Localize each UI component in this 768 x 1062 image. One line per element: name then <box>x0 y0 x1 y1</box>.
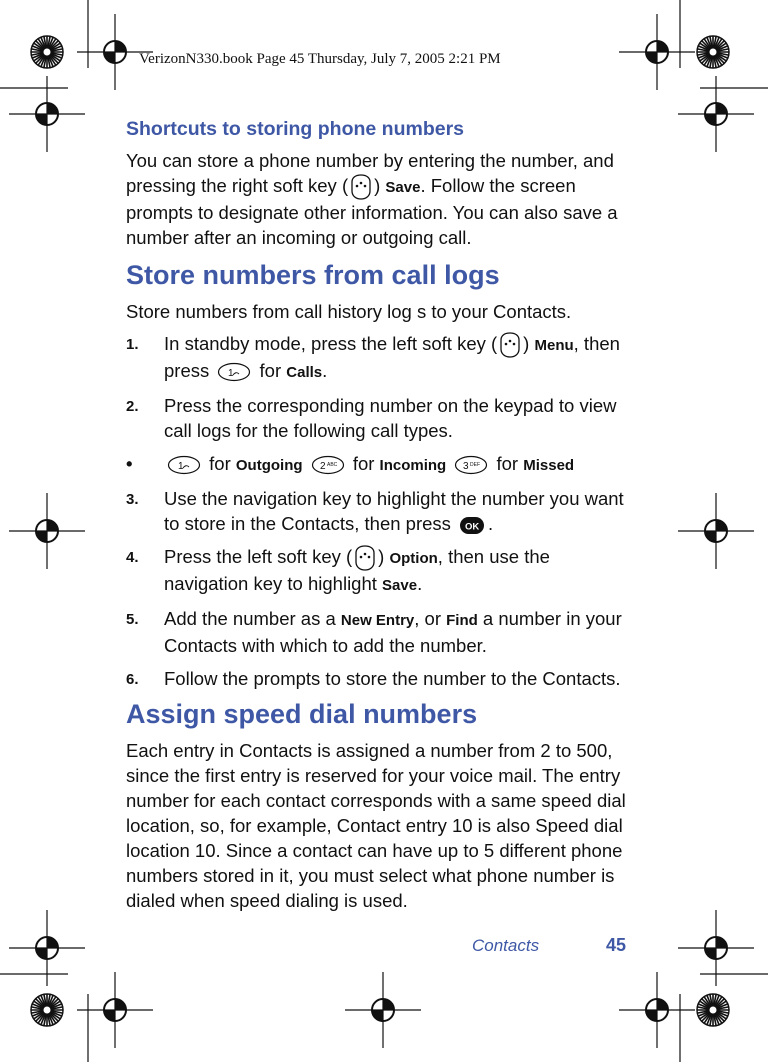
calls-label: Calls <box>286 364 323 382</box>
step-2: 2. Press the corresponding number on the keypad to view call logs for the following call types. <box>126 395 617 442</box>
call-types-bullet: • 1 for Outgoing 2 ABC for Incoming 3 DEF for Missed <box>126 453 575 475</box>
key-1-icon <box>167 455 201 475</box>
svg-text:ABC: ABC <box>326 462 337 469</box>
step-5: 5. Add the number as a New Entry, or Find a number in your Contacts with which to add the number. <box>126 608 622 657</box>
option-label: Option <box>389 550 438 568</box>
store-steps <box>126 331 632 443</box>
outgoing-label: Outgoing <box>235 457 303 475</box>
print-header-stamp: VerizonN330.book Page 45 Thursday, July 7, 2005 2:21 PM <box>139 51 501 67</box>
missed-label: Missed <box>523 457 575 475</box>
svg-text:1: 1 <box>228 368 234 380</box>
svg-text:OK: OK <box>465 521 480 533</box>
section-title-shortcuts: Shortcuts to storing phone numbers <box>126 118 465 140</box>
page-content <box>126 118 632 913</box>
left-soft-key-icon <box>355 545 375 571</box>
ok-key-icon <box>459 516 485 535</box>
new-entry-label: New Entry <box>340 612 415 630</box>
svg-text:DEF: DEF <box>470 462 481 469</box>
shortcuts-paragraph: You can store a phone number by entering the number, and pressing the right soft key ( ) Save. Follow the screen prompts to designate other information. You can also save a number after an incoming or outgoing call. <box>126 150 618 249</box>
step-3: 3. Use the navigation key to highlight the number you want to store in the Contacts, then press OK . <box>126 488 624 535</box>
svg-text:3: 3 <box>463 461 469 473</box>
svg-text:2: 2 <box>319 461 326 473</box>
speed-dial-paragraph: Each entry in Contacts is assigned a number from 2 to 500, since the first entry is reserved for your voice mail. The entry number for each contact corresponds with a same speed dial location, so, for example, Contact entry 10 is also Speed dial location 10. Since a contact can have up to 5 different phone numbers stored in it, you must select what phone number is dialed when speed dialing is used. <box>126 740 626 912</box>
key-2-icon <box>311 455 345 475</box>
step-6: 6. Follow the prompts to store the number to the Contacts. <box>126 668 621 690</box>
menu-label: Menu <box>534 337 574 355</box>
store-steps-continued <box>126 486 632 691</box>
incoming-label: Incoming <box>379 457 447 475</box>
page-number: 45 <box>606 935 627 955</box>
section-title-speed-dial: Assign speed dial numbers <box>126 699 478 730</box>
left-soft-key-icon <box>500 332 520 358</box>
find-label: Find <box>446 612 478 630</box>
step-4: 4. Press the left soft key ( ) Option, then use the navigation key to highlight Save. <box>126 546 550 595</box>
section-title-store: Store numbers from call logs <box>126 260 500 291</box>
right-soft-key-icon <box>351 174 371 200</box>
svg-text:1: 1 <box>178 461 184 473</box>
footer-section-title: Contacts <box>472 936 540 955</box>
store-intro: Store numbers from call history log s to your Contacts. <box>126 301 572 323</box>
step-1: 1. In standby mode, press the left soft key ( ) Menu, then press 1 for Calls. <box>126 333 620 382</box>
key-3-icon <box>454 455 488 475</box>
save-softkey-label: Save <box>385 179 421 196</box>
save-label: Save <box>382 577 418 595</box>
key-1-icon <box>217 362 251 382</box>
